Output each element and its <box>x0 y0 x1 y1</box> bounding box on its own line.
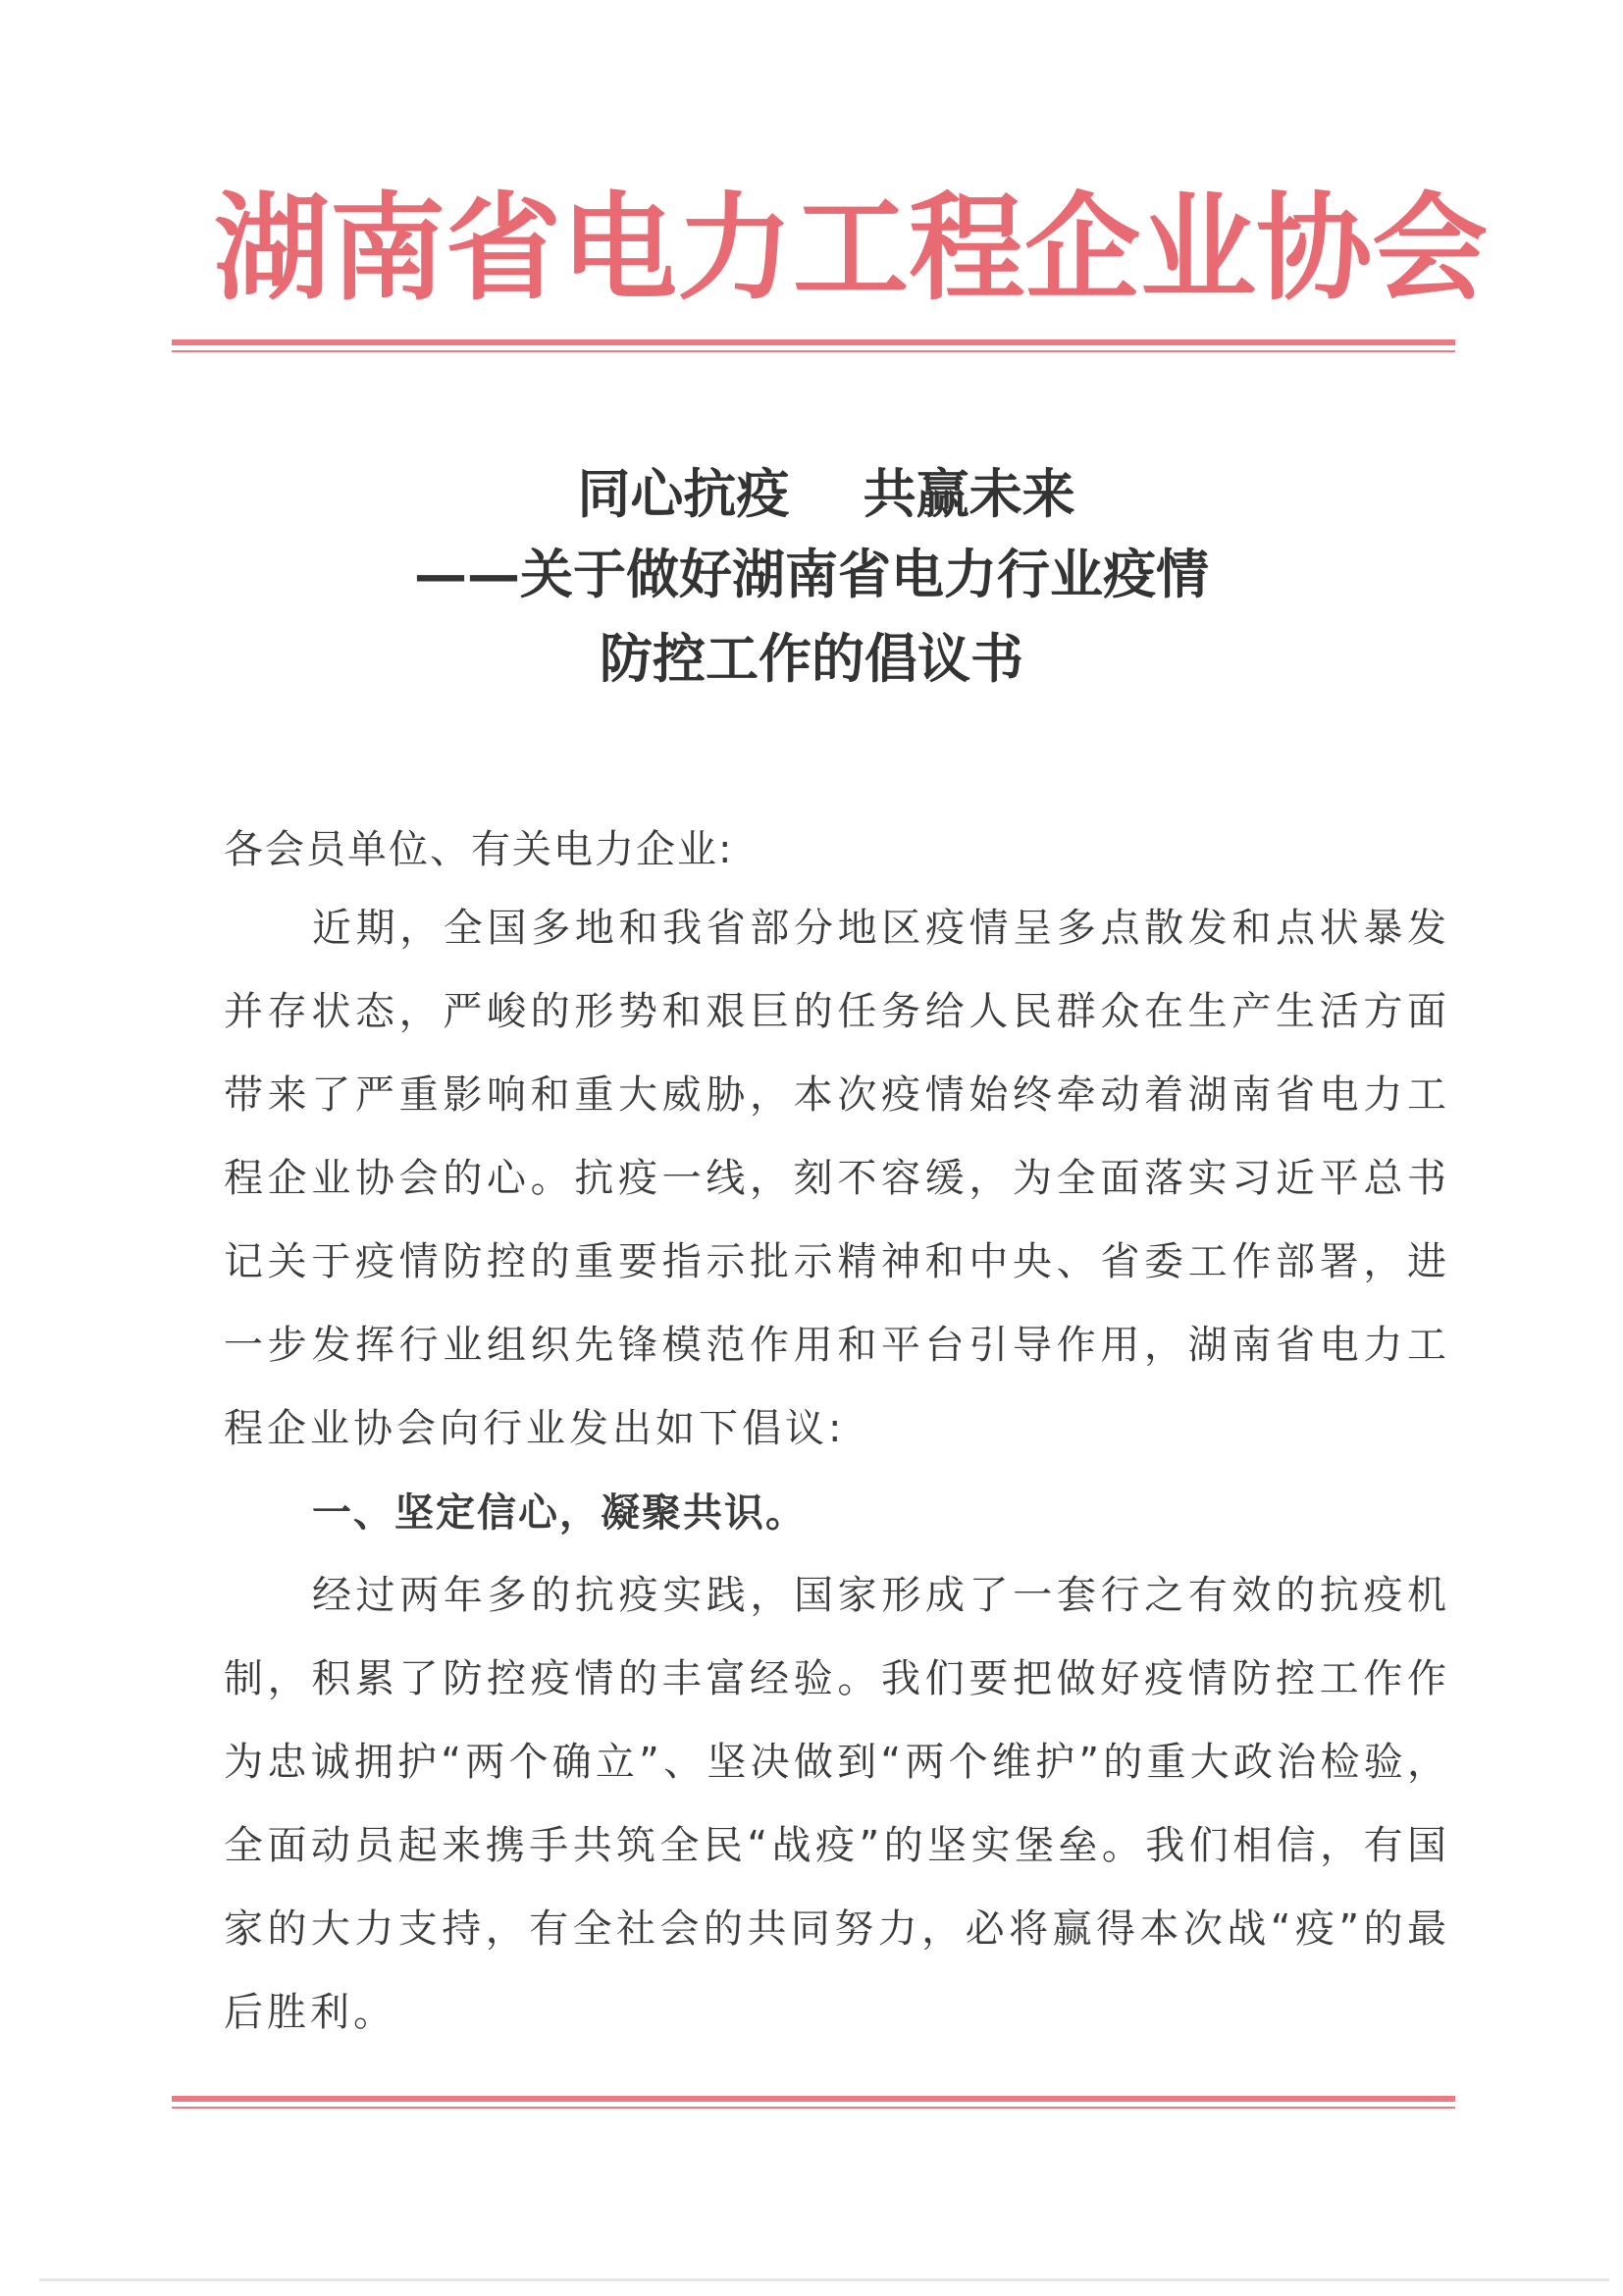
masthead-char: 程 <box>909 180 1025 316</box>
section-heading-1: 一、坚定信心，凝聚共识。 <box>312 1490 807 1536</box>
body-paragraph-1: 近期，全国多地和我省部分地区疫情呈多点散发和点状暴发并存状态，严峻的形势和艰巨的任务给人民群众在生产生活方面带来了严重影响和重大威胁，本次疫情始终牵动着湖南省电力工程企业协会的心。抗疫一线，刻不容缓，为全面落实习近平总书记关于疫情防控的重要指示批示精神和中央、省委工作部署，进一步发挥行业组织先锋模范作用和平台引导作用，湖南省电力工程企业协会向行业发出如下倡议: <box>224 906 1450 1451</box>
footer-divider-thin <box>172 2107 1455 2109</box>
masthead-divider-thick <box>172 339 1455 345</box>
masthead-char: 业 <box>1140 180 1257 316</box>
masthead-char: 力 <box>677 180 794 316</box>
masthead-char: 协 <box>1256 180 1373 316</box>
document-title-line-2: ——关于做好湖南省电力行业疫情 <box>414 543 1209 605</box>
masthead-divider-thin <box>172 350 1455 352</box>
document-title-line-3: 防控工作的倡议书 <box>600 627 1023 690</box>
masthead-char: 省 <box>445 180 562 316</box>
masthead-char: 南 <box>330 180 446 316</box>
masthead-char: 企 <box>1024 180 1141 316</box>
masthead-char: 工 <box>793 180 910 316</box>
scan-edge-line <box>39 2278 1609 2281</box>
document-title-line-1: 同心抗疫 共赢未来 <box>577 462 1075 525</box>
masthead-char: 会 <box>1372 180 1489 316</box>
salutation: 各会员单位、有关电力企业: <box>224 827 734 872</box>
masthead-organization-name <box>214 165 1489 316</box>
body-paragraph-2: 经过两年多的抗疫实践，国家形成了一套行之有效的抗疫机制，积累了防控疫情的丰富经验。我们要把做好疫情防控工作作为忠诚拥护“两个确立”、坚决做到“两个维护”的重大政治检验，全面动员起来携手共筑全民“战疫”的坚实堡垒。我们相信，有国家的大力支持，有全社会的共同努力，必将赢得本次战“疫”的最后胜利。 <box>224 1573 1450 2035</box>
footer-divider-thick <box>172 2096 1455 2102</box>
masthead-char: 电 <box>561 180 678 316</box>
masthead-char: 湖 <box>214 180 331 316</box>
